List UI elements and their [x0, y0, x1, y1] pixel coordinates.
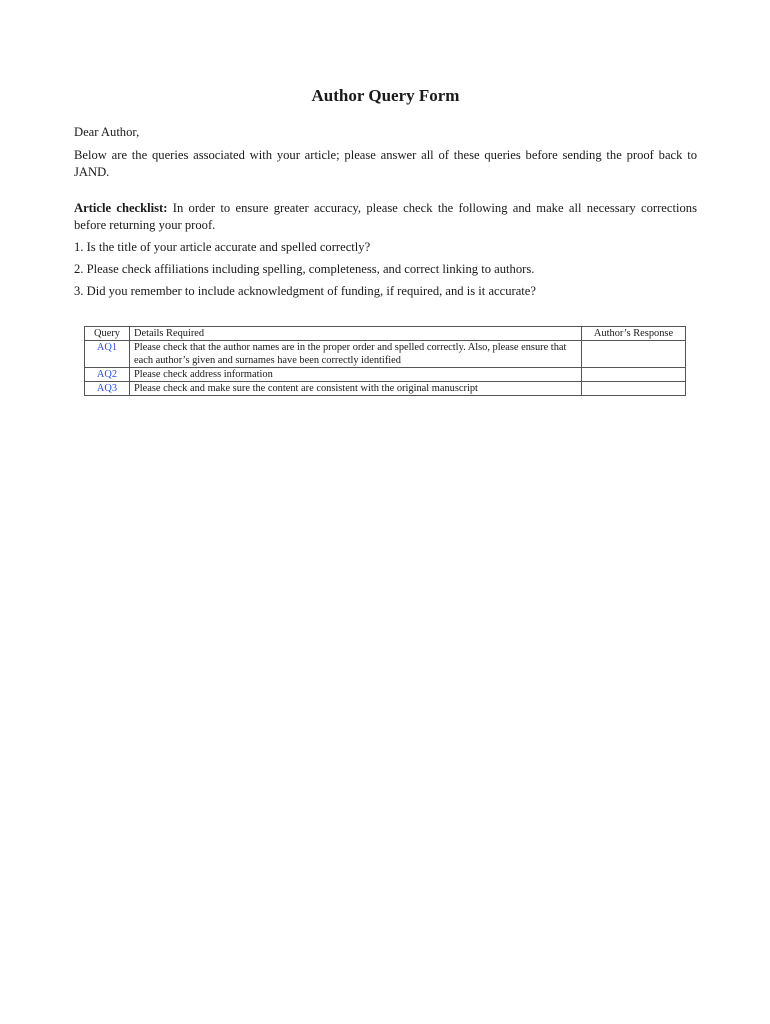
response-cell[interactable]	[582, 382, 686, 396]
details-cell: Please check that the author names are in the proper order and spelled correctly. Also, please ensure that each author’s given and surnames have been correctly identified	[130, 341, 582, 368]
query-table	[84, 326, 686, 396]
details-cell: Please check and make sure the content are consistent with the original manuscript	[130, 382, 582, 396]
query-id-cell	[85, 341, 130, 368]
greeting: Dear Author,	[74, 125, 140, 139]
response-cell[interactable]	[582, 368, 686, 382]
checklist-item: 1. Is the title of your article accurate and spelled correctly?	[74, 240, 371, 254]
checklist-label: Article checklist:	[74, 201, 168, 215]
header-response: Author’s Response	[582, 327, 686, 341]
checklist-item: 2. Please check affiliations including spelling, completeness, and correct linking to authors.	[74, 262, 535, 276]
header-details: Details Required	[130, 327, 582, 341]
author-query-form	[74, 86, 697, 305]
checklist-text: In order to ensure greater accuracy, please check the following and make all necessary corrections before returning your proof.	[74, 201, 697, 232]
header-query: Query	[85, 327, 130, 341]
query-id-cell	[85, 382, 130, 396]
query-table-container	[84, 326, 686, 396]
table-row	[85, 341, 686, 368]
query-link-aq1[interactable]: AQ1	[96, 342, 118, 353]
table-row	[85, 368, 686, 382]
response-cell[interactable]	[582, 341, 686, 368]
page-title: Author Query Form	[311, 86, 460, 105]
checklist-item: 3. Did you remember to include acknowledgment of funding, if required, and is it accurate?	[74, 284, 536, 298]
article-checklist	[74, 200, 697, 234]
query-link-aq2[interactable]: AQ2	[96, 369, 118, 380]
details-cell: Please check address information	[130, 368, 582, 382]
table-row	[85, 382, 686, 396]
intro-paragraph: Below are the queries associated with your article; please answer all of these queries before sending the proof back to JAND.	[74, 148, 697, 179]
query-link-aq3[interactable]: AQ3	[96, 383, 118, 394]
query-id-cell	[85, 368, 130, 382]
table-header-row	[85, 327, 686, 341]
